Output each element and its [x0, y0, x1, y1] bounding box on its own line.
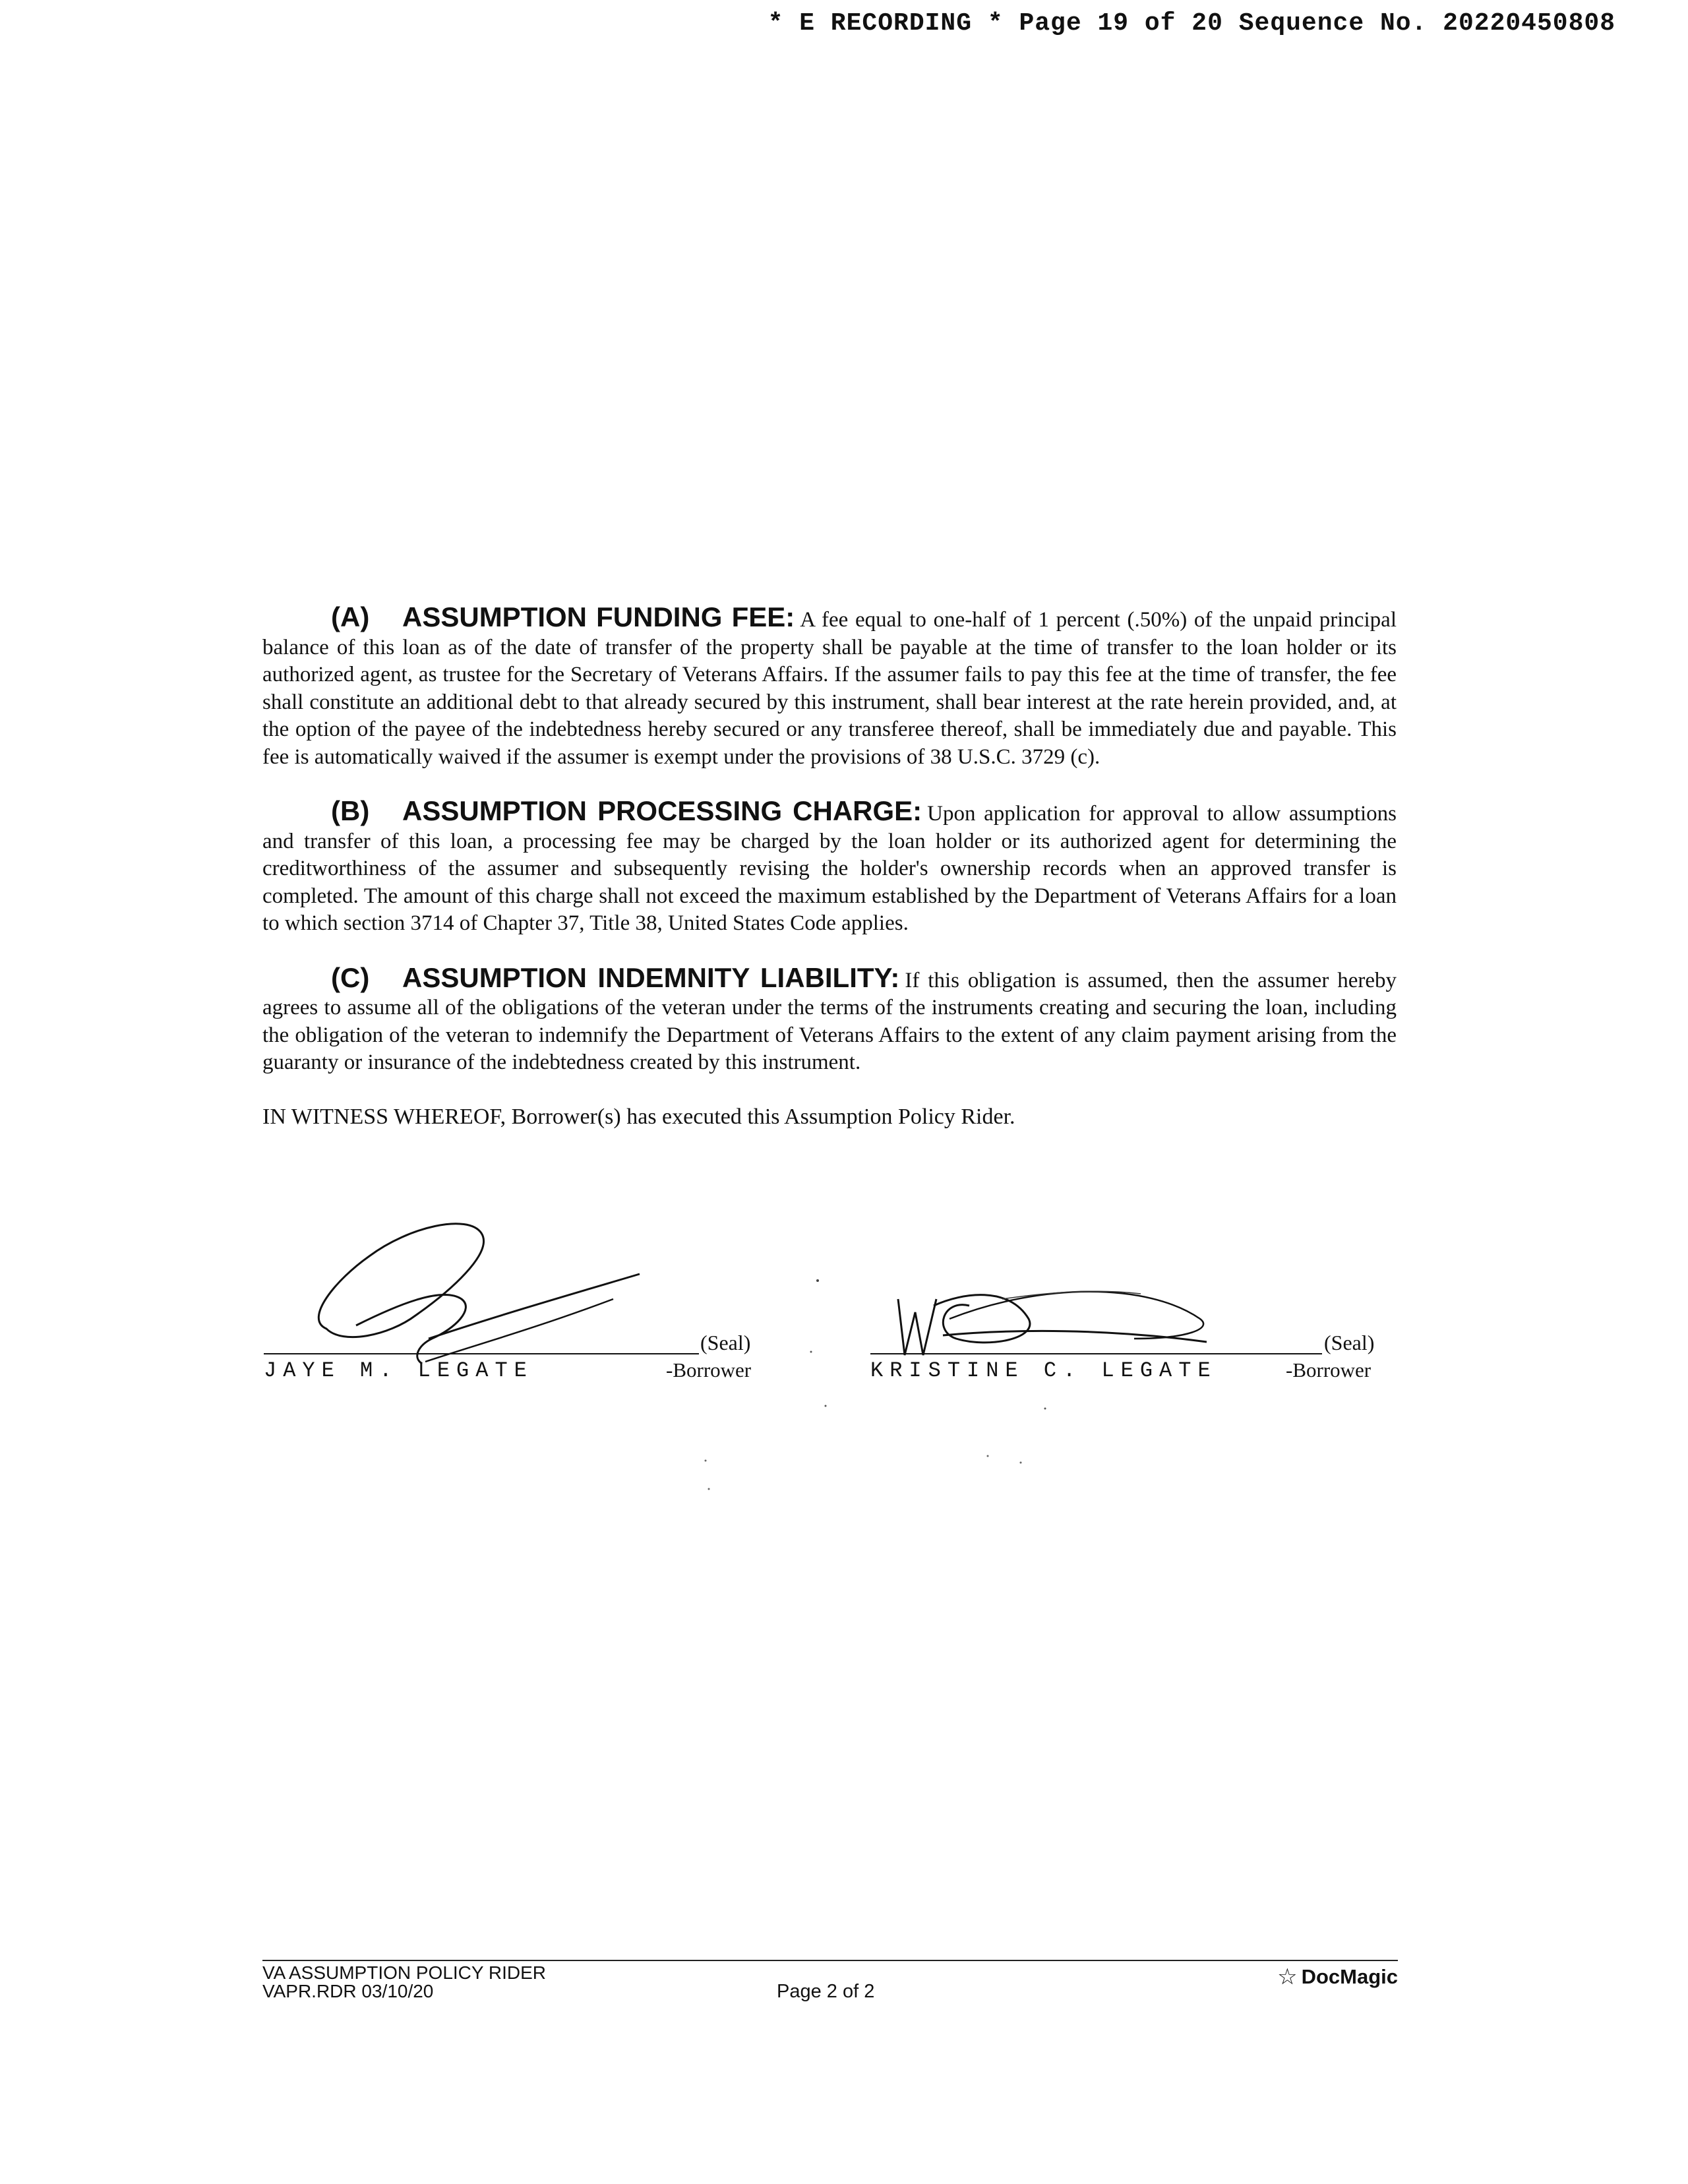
section-c	[262, 961, 1397, 1077]
section-a-text: A fee equal to one-half of 1 percent (.50%) of the unpaid principal balance of this loan as of the date of transfer of the property shall be payable at the time of transfer to the loan holder or its authorized agent, as trustee for the Secretary of Veterans Affairs. If the assumer fails to pay this fee at the time of transfer, the fee shall constitute an additional debt to that already secured by this instrument, shall bear interest at the rate herein provided, and, at the option of the payee of the indebtedness hereby secured or any transferee thereof, shall be immediately due and payable. This fee is automatically waived if the assumer is exempt under the provisions of 38 U.S.C. 3729 (c).	[262, 608, 1397, 769]
signer-name-2: KRISTINE C. LEGATE	[870, 1358, 1217, 1383]
signature-line-2	[870, 1353, 1322, 1354]
brand-name: DocMagic	[1301, 1965, 1398, 1988]
section-a-letter: (A)	[331, 601, 370, 632]
section-a	[262, 603, 1397, 771]
signature-line-1	[264, 1353, 699, 1354]
footer-divider	[262, 1960, 1398, 1961]
section-b-text: Upon application for approval to allow assumptions and transfer of this loan, a processing fee may be charged by the loan holder or its authorized agent for determining the creditworthiness of the assumer and subsequently revising the holder's ownership records when an approved transfer is completed. The amount of this charge shall not exceed the maximum established by the Department of Veterans Affairs for a loan to which section 3714 of Chapter 37, Title 38, United States Code applies.	[262, 802, 1397, 935]
section-b-title: ASSUMPTION PROCESSING CHARGE:	[402, 795, 922, 826]
rider-body	[262, 603, 1397, 1130]
section-a-title: ASSUMPTION FUNDING FEE:	[402, 601, 795, 632]
recording-stamp: * E RECORDING * Page 19 of 20 Sequence No. 20220450808	[768, 9, 1615, 38]
signer-name-1: JAYE M. LEGATE	[264, 1358, 533, 1383]
signature-block-borrower-1	[257, 1207, 785, 1405]
page-footer	[262, 1960, 1398, 2039]
star-outline-icon: ☆	[1277, 1964, 1298, 1989]
borrower-label-1: -Borrower	[666, 1358, 752, 1381]
signature-area	[257, 1207, 1398, 1405]
form-code: VAPR.RDR 03/10/20	[262, 1981, 434, 2001]
section-c-letter: (C)	[331, 961, 370, 993]
form-title: VA ASSUMPTION POLICY RIDER	[262, 1962, 546, 1983]
witness-statement: IN WITNESS WHEREOF, Borrower(s) has executed this Assumption Policy Rider.	[262, 1104, 1015, 1129]
section-b-letter: (B)	[331, 795, 370, 826]
borrower-label-2: -Borrower	[1286, 1358, 1372, 1381]
signature-block-borrower-2	[870, 1207, 1398, 1405]
seal-label-1: (Seal)	[700, 1331, 751, 1354]
docmagic-logo	[1277, 1964, 1398, 1990]
section-c-text: If this obligation is assumed, then the assumer hereby agrees to assume all of the obligations of the veteran under the terms of the instruments creating and securing the loan, including the obligation of the veteran to indemnify the Department of Veterans Affairs to the extent of any claim payment arising from the guaranty or insurance of the indebtedness created by this instrument.	[262, 968, 1397, 1074]
page-number: Page 2 of 2	[777, 1981, 875, 2002]
section-c-title: ASSUMPTION INDEMNITY LIABILITY:	[402, 961, 900, 993]
section-b	[262, 797, 1397, 938]
form-identifier	[262, 1964, 546, 2001]
seal-label-2: (Seal)	[1324, 1331, 1375, 1354]
